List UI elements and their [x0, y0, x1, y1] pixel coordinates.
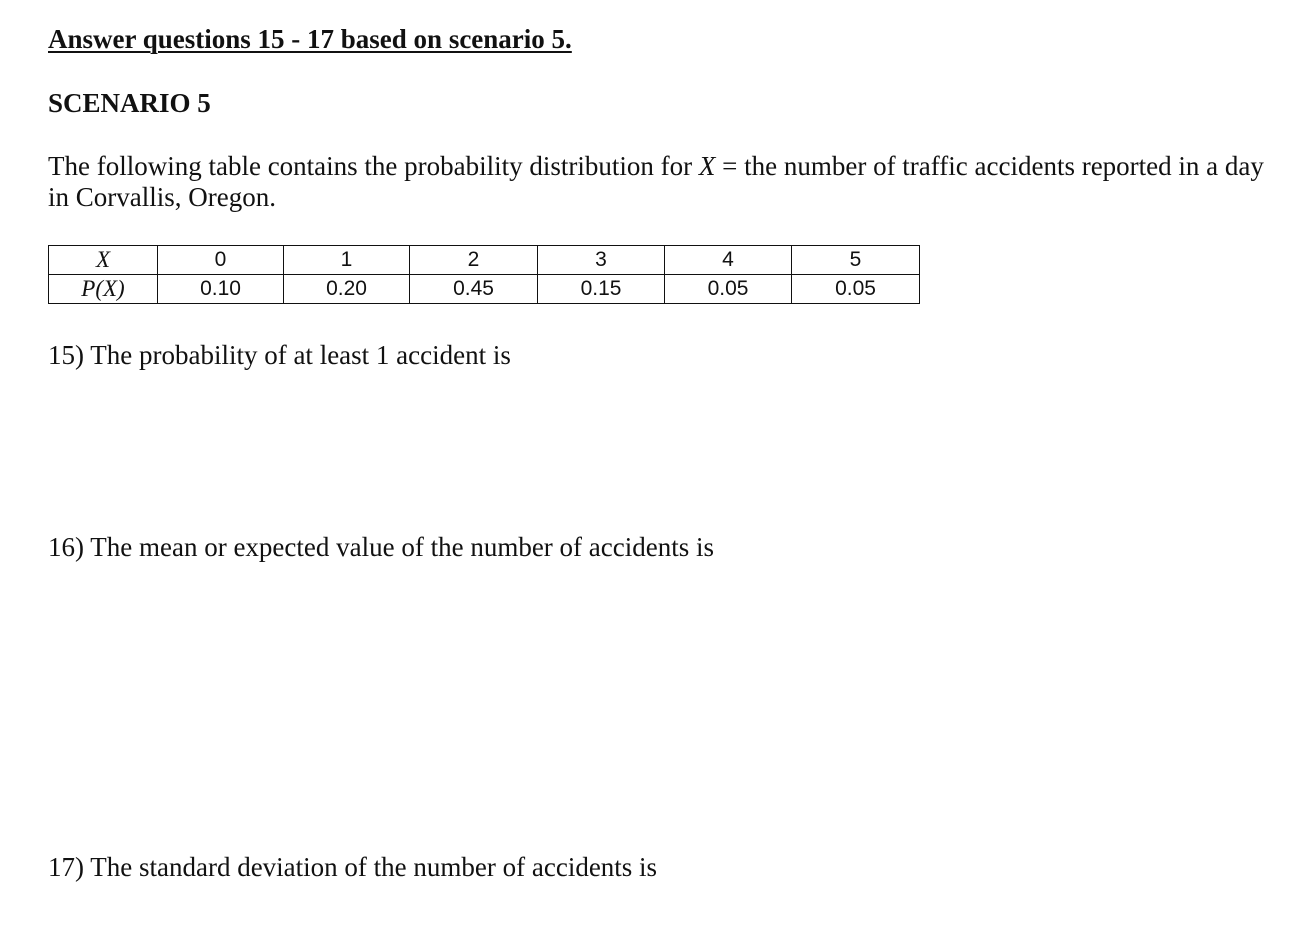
description-lead: The following table contains the probability distribution for — [48, 151, 699, 181]
probability-value-cell: 0.05 — [792, 275, 920, 304]
x-value-cell: 0 — [158, 246, 284, 275]
probability-value-cell: 0.10 — [158, 275, 284, 304]
x-value-cell: 1 — [284, 246, 410, 275]
scenario-description — [48, 151, 1268, 213]
x-value-cell: 3 — [538, 246, 665, 275]
probability-value-cell: 0.15 — [538, 275, 665, 304]
question-16: 16) The mean or expected value of the number of accidents is — [48, 532, 714, 562]
instruction-heading: Answer questions 15 - 17 based on scenario 5. — [48, 24, 572, 54]
question-17: 17) The standard deviation of the number of accidents is — [48, 852, 658, 882]
scenario-title: SCENARIO 5 — [48, 88, 211, 118]
probability-row-label: P(X) — [49, 275, 158, 304]
x-row-label: X — [49, 246, 158, 275]
probability-value-cell: 0.45 — [410, 275, 538, 304]
variable-x: X — [698, 151, 716, 181]
probability-value-cell: 0.20 — [284, 275, 410, 304]
question-15: 15) The probability of at least 1 accident is — [48, 340, 511, 370]
probability-value-cell: 0.05 — [665, 275, 792, 304]
x-value-cell: 4 — [665, 246, 792, 275]
description-rest: = the number of traffic accidents reported in a day in Corvallis, Oregon. — [48, 151, 1264, 212]
x-value-cell: 5 — [792, 246, 920, 275]
x-row — [49, 246, 920, 275]
probability-row — [49, 275, 920, 304]
probability-distribution-table — [48, 245, 920, 304]
x-value-cell: 2 — [410, 246, 538, 275]
